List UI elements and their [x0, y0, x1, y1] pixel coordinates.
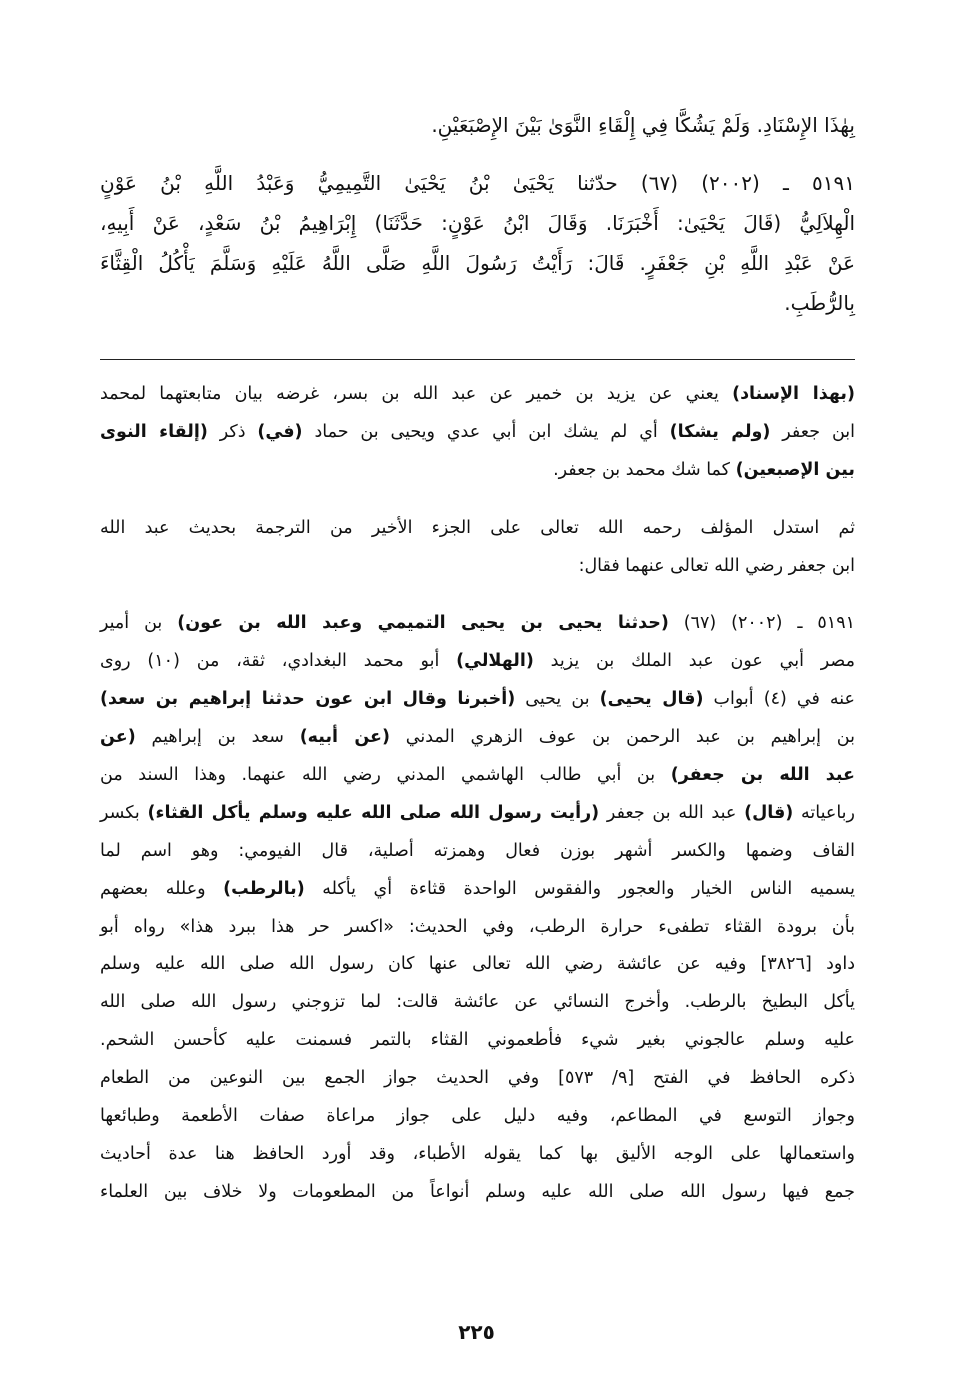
paragraph	[100, 163, 855, 323]
text-segment: عنه في (٤) أبواب	[703, 689, 855, 710]
text-segment: جمع فيها رسول الله صلى الله عليه وسلم أنواعاً من المطعومات ولا خلاف بين العلماء	[100, 1181, 855, 1202]
page-number: ٢٢٥	[458, 1320, 495, 1344]
paragraph	[100, 510, 855, 586]
text-segment: بِالرُّطَبِ.	[784, 291, 855, 315]
paragraph	[100, 105, 855, 145]
text-segment: ابن جعفر رضي الله تعالى عنهما فقال:	[578, 555, 855, 576]
quoted-text-bold: (رأيت رسول الله صلى الله عليه وسلم يأكل القثاء)	[147, 802, 600, 823]
quoted-text-bold: (في)	[257, 421, 303, 442]
text-segment: عَنْ عَبْدِ اللَّهِ بْنِ جَعْفَرٍ. قَالَ: رَأَيْتُ رَسُولَ اللَّهِ صَلَّى اللَّهُ عَلَيْهِ وَسَلَّمَ يَأْكُلُ الْقِثَّاءَ	[100, 251, 855, 275]
commentary-text	[100, 376, 855, 1232]
text-segment: يعني عن يزيد بن خمير عن عبد الله بن بسر، غرضه بيان متابعتهما لمحمد	[100, 384, 733, 404]
text-segment: بن يحيى	[515, 689, 600, 710]
text-line	[100, 1098, 855, 1136]
quoted-text-bold: (إلقاء النوى	[100, 421, 208, 442]
quoted-text-bold: (عن أبيه)	[299, 727, 391, 748]
footnote-divider	[100, 359, 855, 360]
quoted-text-bold: (أخبرنا وقال ابن عون حدثنا إبراهيم بن سعد)	[100, 689, 516, 710]
text-segment: ابن جعفر	[770, 421, 855, 442]
text-line	[100, 203, 855, 243]
text-segment: مصر أبي عون عبد الملك بن يزيد	[533, 651, 855, 672]
text-line	[100, 1022, 855, 1060]
text-line	[100, 548, 855, 586]
quoted-text-bold: عبد الله بن جعفر)	[670, 765, 855, 786]
text-line	[100, 452, 855, 490]
text-segment: عليه وسلم عالجوني بغير شيء فأطعموني القثاء بالتمر فسمنت عليه كأحسن الشحم.	[100, 1030, 855, 1051]
paragraph	[100, 605, 855, 1211]
text-segment: بأن برودة القثاء تطفىء حرارة الرطب، وفي الحديث: «اكسر حر هذا ببرد هذا» رواه أبو	[100, 916, 855, 937]
text-line	[100, 795, 855, 833]
text-line	[100, 643, 855, 681]
text-segment: ٥١٩١ ـ (٢٠٠٢) (٦٧)	[668, 613, 855, 634]
quoted-text-bold: (بهذا الإسناد)	[732, 384, 855, 404]
quoted-text-bold: (ولم يشكا)	[669, 421, 771, 442]
paragraph	[100, 376, 855, 490]
text-line	[100, 681, 855, 719]
text-segment: واستعمالها على الوجه الأليق بها كما يقوله الأطباء، وقد أورد الحافظ هنا عدة أحاديث	[100, 1143, 855, 1164]
text-segment: وعلله بعضهم	[100, 878, 224, 899]
text-line	[100, 1136, 855, 1174]
text-line	[100, 283, 855, 323]
text-line	[100, 605, 855, 643]
text-segment: أبو محمد البغدادي، ثقة، من (١٠) روى	[100, 651, 457, 672]
text-segment: ٥١٩١ ـ (٢٠٠٢) (٦٧) حدّثنا يَحْيَىٰ بْنُ يَحْيَىٰ التَّمِيمِيُّ وَعَبْدُ اللَّهِ بْنُ عَوْنٍ	[100, 171, 855, 195]
text-segment: داود [٣٨٢٦] وفيه عن عائشة رضي الله تعالى عنها كان رسول الله صلى الله عليه وسلم	[100, 954, 855, 975]
quoted-text-bold: (حدثنا يحيى بن يحيى التميمي وعبد الله بن عون)	[177, 613, 669, 634]
text-segment: كما شك محمد بن جعفر.	[553, 459, 736, 480]
quoted-text-bold: (عن	[100, 727, 136, 748]
text-segment: القاف وضمها والكسر أشهر بوزن فعال وهمزته أصلية، قال الفيومي: وهو اسم لما	[100, 840, 855, 861]
text-segment: أي لم يشك ابن أبي عدي ويحيى بن حماد	[302, 421, 670, 442]
text-segment: بِهٰذَا الإِسْنَادِ. وَلَمْ يَشُكَّا فِي إِلْقَاءِ النَّوَىٰ بَيْنَ الإِصْبَعَيْنِ.	[431, 113, 855, 137]
text-segment: ذكره الحافظ في الفتح [٩/ ٥٧٣] وفي الحديث جواز الجمع بين النوعين من الطعام	[100, 1068, 855, 1089]
text-segment: يسميه الناس الخيار والعجور والفقوس الواحدة قثاءة أي يأكله	[304, 878, 855, 899]
text-line	[100, 1174, 855, 1212]
text-line	[100, 757, 855, 795]
quoted-text-bold: (قال يحيى)	[599, 689, 704, 710]
text-line	[100, 510, 855, 548]
text-line	[100, 1060, 855, 1098]
text-segment: بكسر	[100, 802, 148, 823]
quoted-text-bold: (بالرطب)	[223, 878, 305, 899]
text-line	[100, 984, 855, 1022]
text-segment: بن إبراهيم بن عبد الرحمن بن عوف الزهري المدني	[390, 727, 855, 748]
text-line	[100, 833, 855, 871]
text-segment: رباعياته	[793, 802, 855, 823]
text-line	[100, 909, 855, 947]
quoted-text-bold: (قال)	[744, 802, 794, 823]
text-segment: بن أمير	[100, 613, 178, 634]
text-segment: ذكر	[207, 421, 258, 442]
text-line	[100, 414, 855, 452]
text-segment: وجواز التوسع في المطاعم، وفيه دليل على جواز مراعاة صفات الأطعمة وطبائعها	[100, 1106, 855, 1127]
text-line	[100, 163, 855, 203]
text-segment: سعد بن إبراهيم	[135, 727, 300, 748]
text-segment: الْهِلاَلِيُّ (قَالَ يَحْيَىٰ: أَخْبَرَنَا. وَقَالَ ابْنُ عَوْنٍ: حَدَّثَنَا) إِبْرَاهِيمُ بْنُ سَعْدٍ، عَنْ أَبِيهِ،	[100, 211, 855, 235]
text-line	[100, 376, 855, 414]
text-segment: يأكل البطيخ بالرطب. وأخرج النسائي عن عائشة قالت: لما تزوجني رسول الله صلى الله	[100, 992, 855, 1013]
quoted-text-bold: بين الإصبعين)	[735, 459, 855, 480]
text-line	[100, 243, 855, 283]
text-segment: ثم استدل المؤلف رحمه الله تعالى على الجزء الأخير من الترجمة بحديث عبد الله	[100, 517, 855, 538]
text-line	[100, 946, 855, 984]
text-line	[100, 871, 855, 909]
text-line	[100, 719, 855, 757]
text-segment: بن أبي طالب الهاشمي المدني رضي الله عنهما. وهذا السند من	[100, 765, 671, 786]
text-line	[100, 105, 855, 145]
hadith-text	[100, 105, 855, 341]
quoted-text-bold: (الهلالي)	[456, 651, 534, 672]
text-segment: عبد الله بن جعفر	[599, 802, 745, 823]
